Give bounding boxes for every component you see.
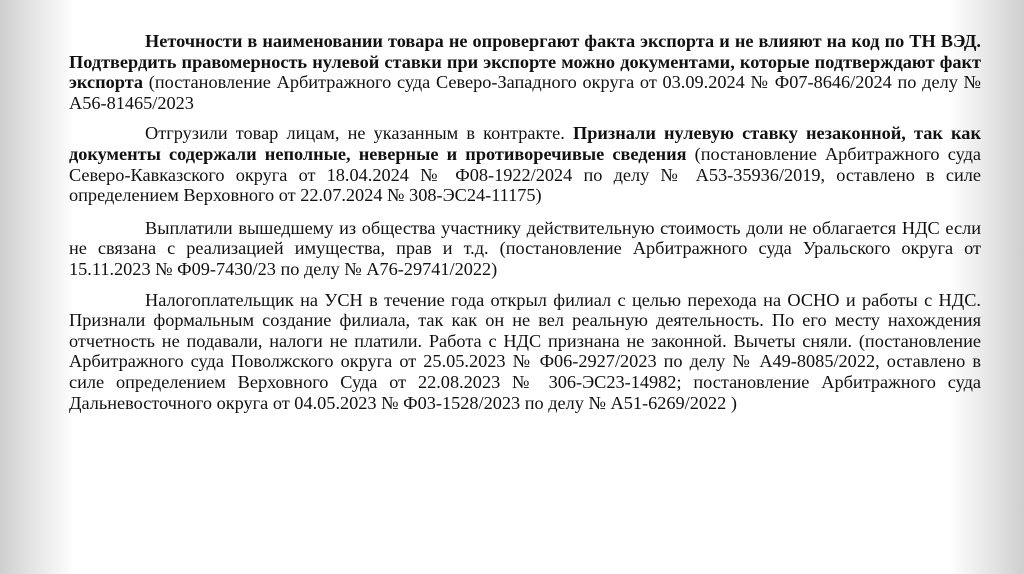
paragraph-citation: (постановление Арбитражного суда Северо-Кавказского округа от 18.04.2024 № Ф08-1922/2024 по делу № А53-35936/2019, оставлено в силе определением Верховного от 22.07.2024 № 308-ЭС24-11175) [69,143,981,206]
paragraph-text: Выплатили вышедшему из общества участнику действительную стоимость доли не облагается НДС если не связана с реализацией имущества, прав и т.д. (постановление Арбитражного суда Уральского округа от 15.11.2023 № Ф09-7430/23 по делу № А76-29741/2022) [69,217,981,279]
paragraph-bold-text: Признали нулевую ставку незаконной, так как документы содержали неполные, неверные и противоречивые сведения [69,123,981,164]
slide-content [69,31,981,425]
paragraph-intro-text: Отгрузили товар лицам, не указанным в контракте. [145,123,573,144]
paragraph-bold-text: Неточности в наименовании товара не опровергают факта экспорта и не влияют на код по ТН ВЭД. Подтвердить правомерность нулевой ставки при экспорте можно документами, которые подтверждают факт экспорта [69,31,981,93]
paragraph-citation: (постановление Арбитражного суда Северо-Западного округа от 03.09.2024 № Ф07-8646/2024 по делу № А56-81465/2023 [69,72,981,113]
paragraph-share-value-payout [69,218,981,280]
paragraph-export-naming [69,31,981,113]
paragraph-text: Налогоплательщик на УСН в течение года открыл филиал с целью перехода на ОСНО и работы с НДС. Признали формальным создание филиала, так как он не вел реальную деятельность. По его месту нахождения отчетность не подавали, налоги не платили. Работа с НДС признана не законной. Вычеты сняли. (постановление Арбитражного суда Поволжского округа от 25.05.2023 № Ф06-2927/2023 по делу № А49-8085/2022, оставлено в силе определением Верховного Суда от 22.08.2023 № 306-ЭС23-14982; постановление Арбитражного суда Дальневосточного округа от 04.05.2023 № Ф03-1528/2023 по делу № А51-6269/2022 ) [69,289,981,413]
paragraph-usn-branch [69,290,981,414]
paragraph-shipment-third-parties [69,123,981,205]
